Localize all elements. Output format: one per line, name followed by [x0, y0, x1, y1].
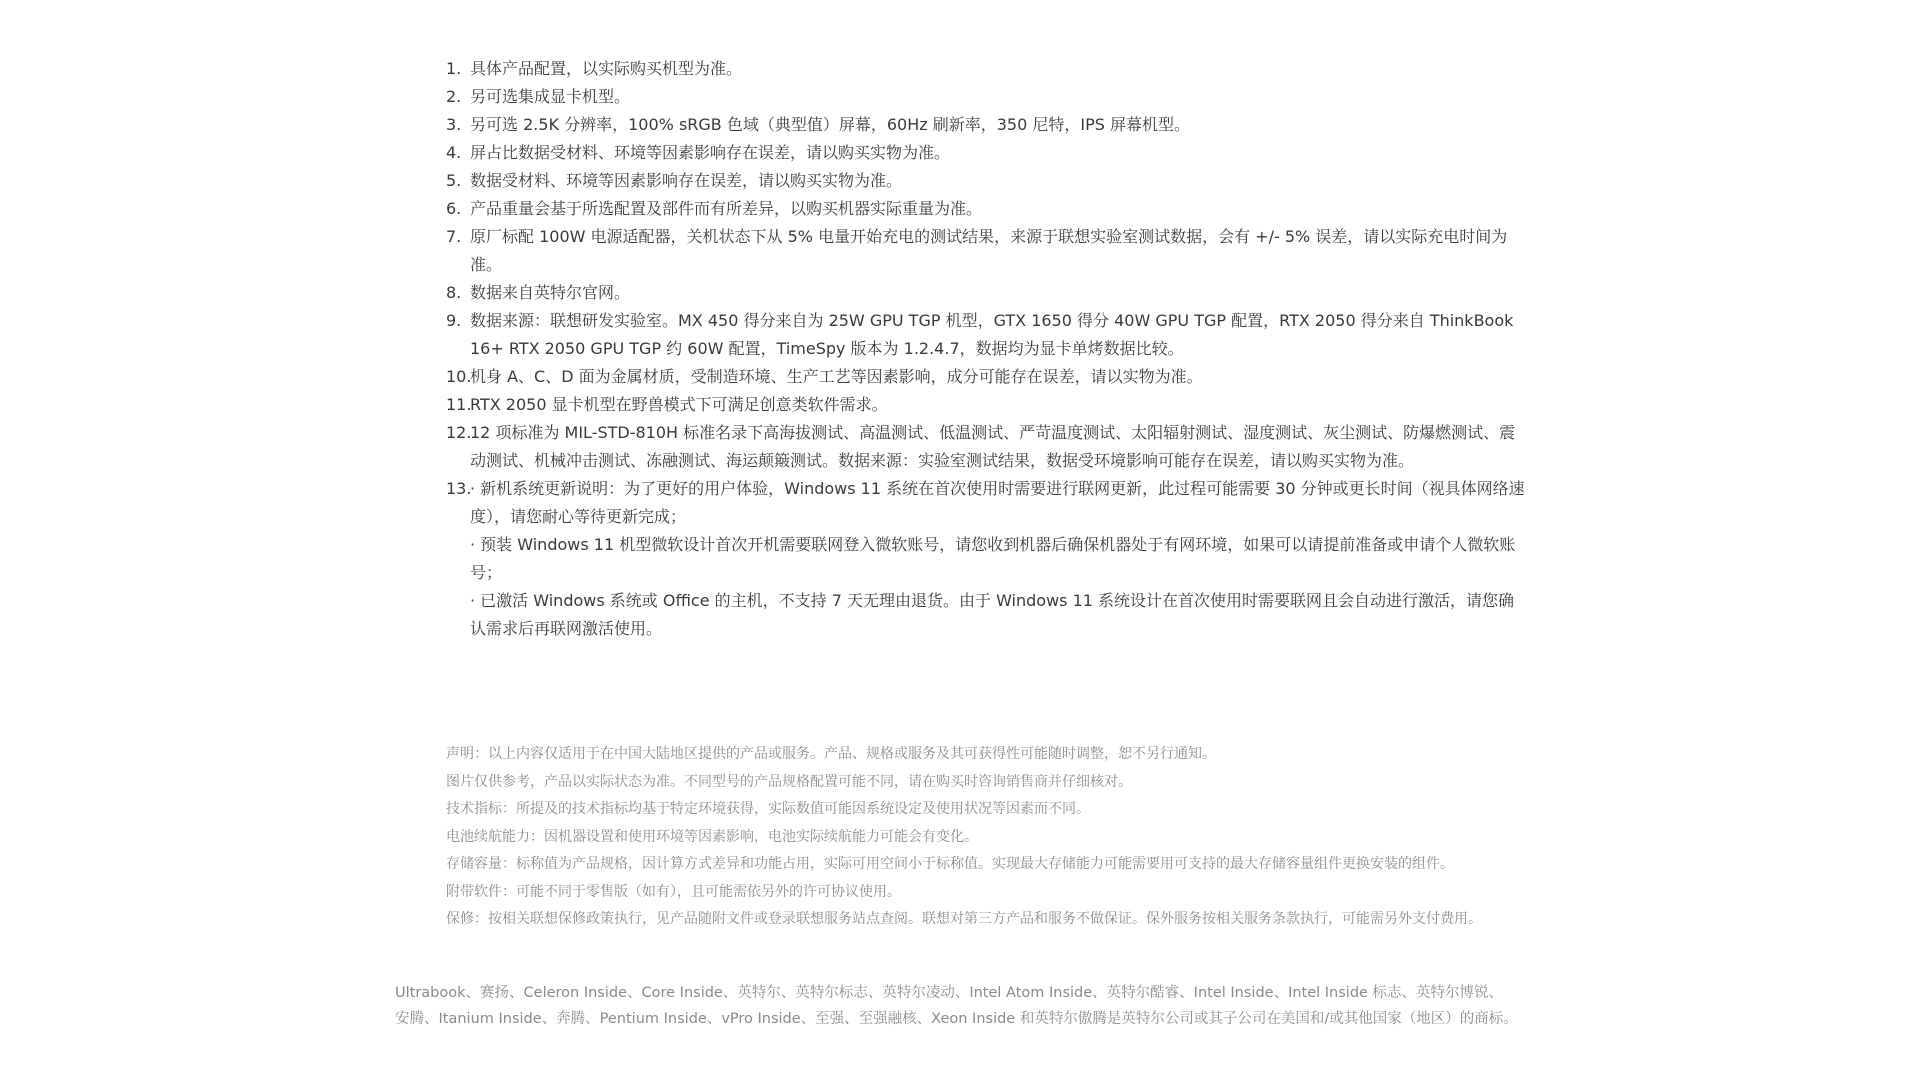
footnote-number: 13.: [446, 479, 472, 498]
footnote-number: 8.: [446, 283, 462, 302]
footnote-item: [446, 279, 1526, 307]
footnote-number: 10.: [446, 367, 472, 386]
footnote-item: [446, 55, 1526, 83]
footnote-item: [446, 307, 1526, 363]
trademark-line: Ultrabook、赛扬、Celeron Inside、Core Inside、英特尔、英特尔标志、英特尔凌动、Intel Atom Inside、英特尔酷睿、Intel Inside、Intel Inside 标志、英特尔博锐、: [395, 985, 1504, 1001]
disclaimer-line: 附带软件：可能不同于零售版（如有），且可能需依另外的许可协议使用。: [446, 883, 901, 900]
footnote-text: 机身 A、C、D 面为金属材质，受制造环境、生产工艺等因素影响，成分可能存在误差，请以实物为准。: [470, 367, 1203, 386]
footnote-number: 12.: [446, 423, 472, 442]
trademark-notice: [395, 980, 1555, 1032]
footnote-item: [446, 419, 1526, 475]
footnote-text: 数据来自英特尔官网。: [470, 283, 631, 302]
footnote-number: 1.: [446, 59, 462, 78]
footnote-number: 3.: [446, 115, 462, 134]
footnote-item: [446, 363, 1526, 391]
footnote-item: [446, 195, 1526, 223]
footnote-item: [446, 475, 1526, 643]
footnote-text: 原厂标配 100W 电源适配器，关机状态下从 5% 电量开始充电的测试结果，来源于联想实验室测试数据，会有 +/- 5% 误差，请以实际充电时间为准。: [470, 227, 1508, 274]
footnotes-list: [446, 55, 1526, 643]
disclaimer-line: 保修：按相关联想保修政策执行，见产品随附文件或登录联想服务站点查阅。联想对第三方产品和服务不做保证。保外服务按相关服务条款执行，可能需另外支付费用。: [446, 911, 1482, 927]
footnote-text: 屏占比数据受材料、环境等因素影响存在误差，请以购买实物为准。: [470, 143, 951, 162]
footnote-text: 具体产品配置，以实际购买机型为准。: [470, 59, 743, 78]
disclaimer-line: 存储容量：标称值为产品规格，因计算方式差异和功能占用，实际可用空间小于标称值。实现最大存储能力可能需要用可支持的最大存储容量组件更换安装的组件。: [446, 856, 1454, 872]
footnote-text: 数据受材料、环境等因素影响存在误差，请以购买实物为准。: [470, 171, 903, 190]
footnote-item: [446, 391, 1526, 419]
trademark-line: 安腾、Itanium Inside、奔腾、Pentium Inside、vPro Inside、至强、至强融核、Xeon Inside 和英特尔傲腾是英特尔公司或其子公司在美国和/或其他国家（地区）的商标。: [395, 1011, 1518, 1027]
disclaimer-block: [446, 741, 1576, 934]
footnote-number: 4.: [446, 143, 462, 162]
footnote-item: [446, 139, 1526, 167]
footnote-text: 数据来源：联想研发实验室。MX 450 得分来自为 25W GPU TGP 机型，GTX 1650 得分 40W GPU TGP 配置，RTX 2050 得分来自 ThinkBook 16+ RTX 2050 GPU TGP 约 60W 配置，TimeSpy 版本为 1.2.4.7，数据均为显卡单烤数据比较。: [470, 311, 1514, 358]
footnote-subitem: · 已激活 Windows 系统或 Office 的主机，不支持 7 天无理由退货。由于 Windows 11 系统设计在首次使用时需要联网且会自动进行激活，请您确认需求后再联网激活使用。: [470, 591, 1515, 638]
footnote-number: 2.: [446, 87, 462, 106]
footnote-text: 产品重量会基于所选配置及部件而有所差异，以购买机器实际重量为准。: [470, 199, 983, 218]
disclaimer-line: 技术指标：所提及的技术指标均基于特定环境获得，实际数值可能因系统设定及使用状况等因素而不同。: [446, 801, 1090, 817]
footnote-text: 12 项标准为 MIL-STD-810H 标准名录下高海拔测试、高温测试、低温测试、严苛温度测试、太阳辐射测试、湿度测试、灰尘测试、防爆燃测试、震动测试、机械冲击测试、冻融测试、海运颠簸测试。数据来源：实验室测试结果，数据受环境影响可能存在误差，请以购买实物为准。: [470, 423, 1516, 470]
footnote-text: RTX 2050 显卡机型在野兽模式下可满足创意类软件需求。: [470, 395, 888, 414]
footnote-text: · 新机系统更新说明：为了更好的用户体验，Windows 11 系统在首次使用时需要进行联网更新，此过程可能需要 30 分钟或更长时间（视具体网络速度），请您耐心等待更新完成；: [470, 479, 1525, 526]
footnote-text: 另可选 2.5K 分辨率，100% sRGB 色域（典型值）屏幕，60Hz 刷新率，350 尼特，IPS 屏幕机型。: [470, 115, 1190, 134]
disclaimer-line: 电池续航能力：因机器设置和使用环境等因素影响，电池实际续航能力可能会有变化。: [446, 828, 978, 845]
footnote-item: [446, 111, 1526, 139]
footnote-subitem: · 预装 Windows 11 机型微软设计首次开机需要联网登入微软账号，请您收到机器后确保机器处于有网环境，如果可以请提前准备或申请个人微软账号；: [470, 535, 1516, 582]
footnote-text: 另可选集成显卡机型。: [470, 87, 631, 106]
disclaimer-line: 图片仅供参考，产品以实际状态为准。不同型号的产品规格配置可能不同，请在购买时咨询销售商并仔细核对。: [446, 773, 1132, 790]
footnote-item: [446, 83, 1526, 111]
footnote-number: 5.: [446, 171, 462, 190]
disclaimer-line: 声明：以上内容仅适用于在中国大陆地区提供的产品或服务。产品、规格或服务及其可获得性可能随时调整，恕不另行通知。: [446, 746, 1216, 762]
footnote-number: 11.: [446, 395, 472, 414]
footnote-number: 7.: [446, 227, 462, 246]
footnote-number: 6.: [446, 199, 462, 218]
footnote-item: [446, 223, 1526, 279]
footnote-number: 9.: [446, 311, 462, 330]
footnote-item: [446, 167, 1526, 195]
